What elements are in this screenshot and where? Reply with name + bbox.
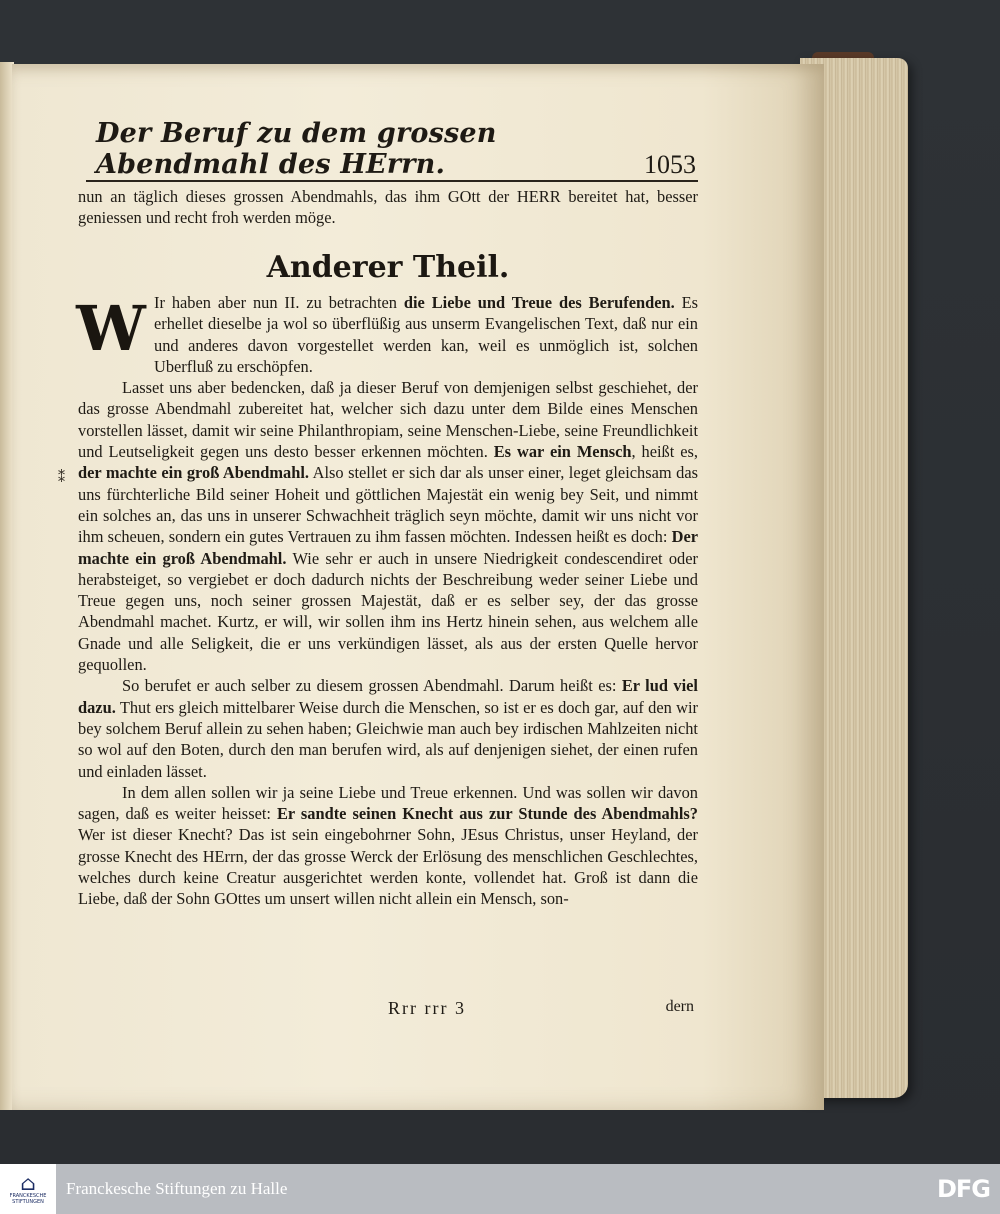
intro-paragraph: [78, 186, 698, 229]
para1-emphasis: die Liebe und Treue des Berufenden.: [403, 293, 675, 312]
paragraph-4: [78, 782, 698, 910]
body-text: [78, 292, 698, 910]
para2-emphasis-3: Der machte ein groß Abendmahl.: [78, 527, 698, 568]
logo-text: FRANCKESCHE STIFTUNGEN: [9, 1193, 47, 1205]
para2-text-b: , heißt es,: [631, 442, 698, 462]
para2-emphasis-1: Es war ein Mensch: [493, 442, 632, 462]
section-heading: Anderer Theil.: [266, 250, 510, 285]
institution-logo[interactable]: [0, 1164, 56, 1214]
para4-text-b: Wer ist dieser Knecht? Das ist sein eingebohrner Sohn, JEsus Christus, unser Heyland, der grosse Knecht des HErrn, der das grosse Werck der Erlösung des menschlichen Geschlechtes, welches durch keine Creatur ausgerichtet werden konte, vollendet hat. Groß ist dann die Liebe, daß der Sohn GOttes um unsert willen nicht allein ein Mensch, son-: [78, 825, 698, 909]
para2-text-d: Wie sehr er auch in unsere Niedrigkeit condescendiret oder herabsteiget, so vergiebet er doch dadurch nichts der Beschreibung weder seiner Liebe und Treue gegen uns, noch seiner grossen Majestät, daß er es selber sey, der das grosse Abendmahl machet. Kurtz, er will, wir sollen ihm ins Hertz hinein sehen, aus welchem alle Gnade und alle Seligkeit, die er uns verkündigen lässet, als aus der ersten Quelle hervor gequollen.: [78, 548, 698, 675]
para4-text-a: In dem allen sollen wir ja seine Liebe und Treue erkennen. Und was sollen wir davon sagen, daß es weiter heisset:: [78, 782, 698, 824]
running-head: [86, 118, 698, 182]
intro-text: nun an täglich dieses grossen Abendmahls, das ihm GOtt der HERR bereitet hat, besser geniessen und recht froh werden möge.: [78, 187, 698, 228]
para3-emphasis: Er lud viel dazu.: [78, 676, 698, 717]
para2-emphasis-2: der machte ein groß Abendmahl.: [78, 463, 309, 483]
running-title: Der Beruf zu dem grossen Abendmahl des HErrn.: [96, 118, 497, 180]
dfg-logo[interactable]: DFG: [936, 1175, 990, 1203]
para1-text-a: Ir haben aber nun II. zu betrachten: [154, 293, 404, 312]
drop-cap: W: [76, 292, 146, 365]
building-icon: ⌂: [20, 1171, 36, 1195]
institution-bar: [0, 1164, 1000, 1214]
para1-text-b: Es erhellet dieselbe ja wol so überflüßig aus unserm Evangelischen Text, daß nur ein und anderes davon vorgestellet werden kan, weil es unmöglich ist, solchen Uberfluß zu erschöpfen.: [154, 293, 698, 376]
para2-text-a: Lasset uns aber bedencken, daß ja dieser Beruf von demjenigen selbst geschiehet, der das grosse Abendmahl zubereitet hat, welcher sich dazu unter dem Bilde eines Menschen vorstellen lässet, damit wir seine Philanthropiam, seine Menschen-Liebe, seine Freundlichkeit und Leutseligkeit gegen uns desto besser erkennen möchten.: [78, 378, 698, 462]
signature-mark: Rrr rrr 3: [388, 998, 466, 1018]
para3-text-a: So berufet er auch selber zu diesem grossen Abendmahl. Darum heißt es:: [122, 676, 622, 696]
institution-name[interactable]: Franckesche Stiftungen zu Halle: [66, 1179, 288, 1198]
para3-text-b: Thut ers gleich mittelbarer Weise durch die Menschen, so ist er es doch gar, auf den wir bey solchem Beruf allein zu sehen haben; Gleichwie man auch bey irdischen Mahlzeiten nicht so wol auf den Boten, durch den man berufen wird, als auf denjenigen siehet, der einen rufen und einladen lässet.: [78, 697, 698, 781]
catchword: dern: [665, 998, 694, 1015]
para2-text-c: Also stellet er sich dar als unser einer, leget gleichsam das uns fürchterliche Bild seiner Hoheit und göttlichen Majestät ein wenig bey Seit, und nimmt ein solches an, das uns in unserer Schwachheit träglich seyn möchte, damit wir uns nicht vor ihm scheuen, sondern ein gutes Vertrauen zu ihm fassen möchten. Indessen heißt es doch:: [78, 463, 698, 547]
margin-mark: ⁑: [58, 470, 65, 486]
para4-emphasis: Er sandte seinen Knecht aus zur Stunde des Abendmahls?: [276, 804, 699, 824]
paragraph-1: [78, 292, 698, 377]
paragraph-3: [78, 675, 698, 781]
paragraph-2: [78, 377, 698, 675]
page-footer: [78, 998, 698, 1022]
page-number: 1053: [644, 150, 696, 179]
